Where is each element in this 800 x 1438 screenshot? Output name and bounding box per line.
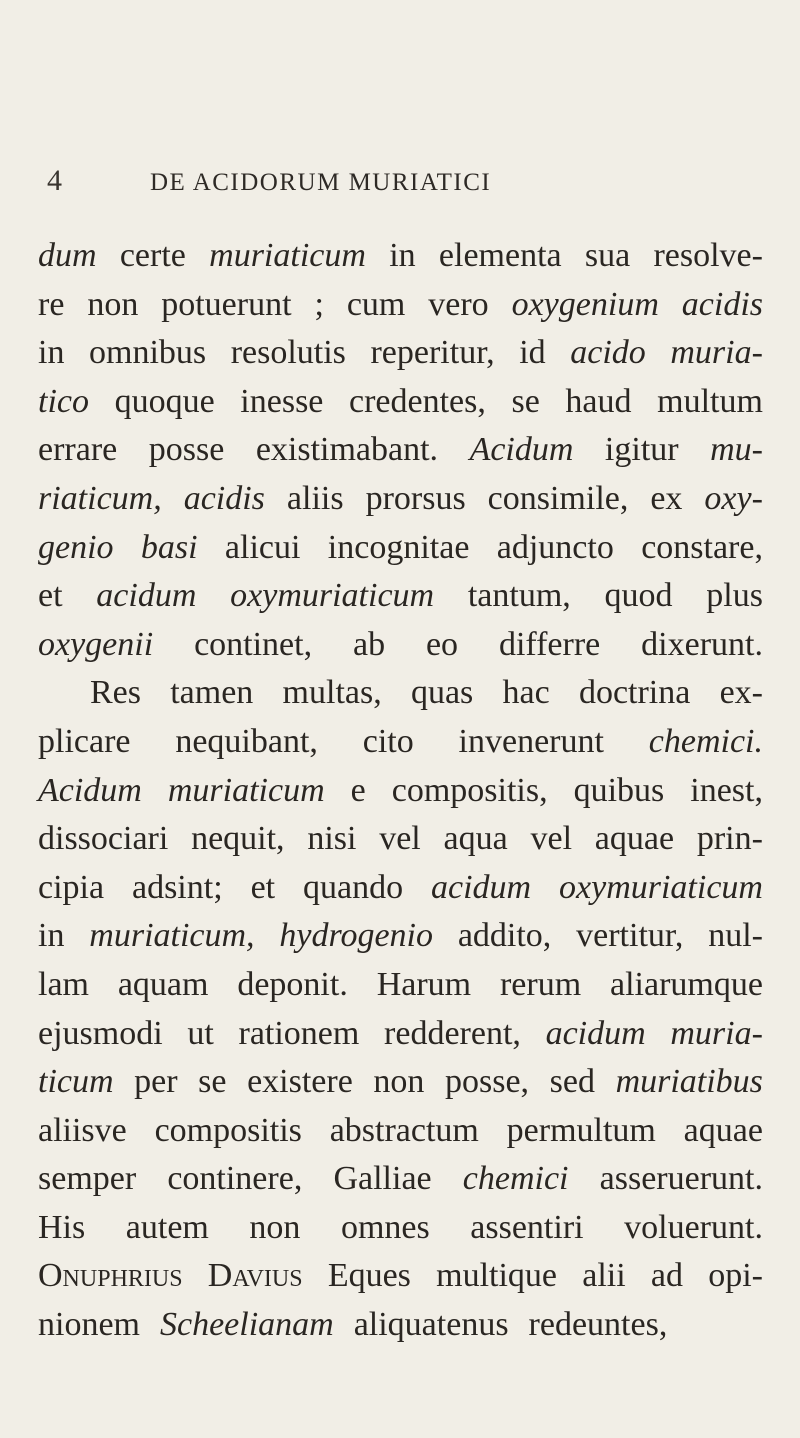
text-line [38,815,763,864]
word: asseruerunt. [599,1160,763,1198]
text-line [38,1155,763,1204]
word: non [373,1063,425,1101]
word: adsint; [131,868,223,906]
word: aliis [286,479,344,517]
word: nul- [708,917,763,955]
body-text [38,232,763,1350]
word: Res [90,674,141,712]
word: oxymuriaticum [559,868,763,906]
word: tico [38,382,89,420]
text-line [38,524,763,573]
word: aliisve [38,1111,127,1149]
word: in [38,917,65,955]
word: oxymuriaticum [230,577,435,615]
word: hydrogenio [279,917,433,955]
word: multum [657,382,763,420]
word: ab [352,625,386,663]
word: hac [502,674,550,712]
word: Acidum [38,771,142,809]
word: compositis, [391,771,548,809]
word: alii [582,1257,626,1295]
word: inesse [240,382,324,420]
word: acidis [183,479,265,517]
word: vel [379,820,421,858]
word: credentes, [349,382,486,420]
running-title: DE ACIDORUM MURIATICI [150,169,492,196]
page-number: 4 [47,164,62,197]
word: vero [428,285,489,323]
word: differre [498,625,601,663]
word: prin- [696,820,763,858]
word: acidis [681,285,763,323]
word: quoque [114,382,215,420]
word: muria- [670,334,763,372]
word: nequit, [191,820,285,858]
word: ; [314,285,324,323]
word: vel [530,820,573,858]
word: chemici [462,1160,569,1198]
word: reperitur, [370,334,495,372]
word: compositis [154,1111,302,1149]
text-line [38,378,763,427]
word: incognitae [327,528,470,566]
word: muriaticum, [89,917,255,955]
word: muriaticum [167,771,325,809]
word: posse [148,431,225,469]
word: oxy- [704,479,763,517]
word: errare [38,431,118,469]
word: multique [436,1257,558,1295]
word: muriatibus [615,1063,763,1101]
word: se [198,1063,227,1101]
word: re [38,285,65,323]
word: ut [187,1014,214,1052]
word: in [389,237,416,274]
word: potuerunt [161,285,292,323]
word: Onuphrius [38,1257,183,1295]
word: aliarumque [610,965,763,1003]
word: tantum, [467,577,571,615]
word: aquae [683,1111,763,1149]
word: His [38,1208,86,1246]
word: Harum [376,965,472,1003]
word: Davius [207,1257,303,1295]
word: ex [650,479,683,517]
text-line [38,1252,763,1301]
word: doctrina [578,674,691,712]
text-line [38,475,763,524]
word: id [519,334,546,372]
word: rerum [499,965,582,1003]
word: e [350,771,366,809]
word: redeuntes, [528,1306,668,1344]
word: quando [303,868,404,906]
text-line [38,572,763,621]
word: non [87,285,139,323]
word: mu- [710,431,763,469]
word: aliquatenus [353,1306,509,1344]
word: elementa [438,237,562,274]
word: dissociari [38,820,169,858]
text-line [38,864,763,913]
text-line [38,329,763,378]
word: haud [565,382,632,420]
word: Scheelianam [159,1306,334,1344]
word: voluerunt. [624,1208,763,1246]
word: certe [119,237,186,274]
word: nionem [38,1306,140,1344]
word: nequibant, [175,722,318,760]
word: opi- [708,1257,763,1295]
text-line [38,767,763,816]
word: consimile, [487,479,629,517]
text-line [38,426,763,475]
word: per [134,1063,178,1101]
word: vertitur, [576,917,684,955]
word: acidum [545,1014,646,1052]
word: et [38,577,63,615]
word: plus [706,577,763,615]
text-line [38,281,763,330]
word: aquae [594,820,675,858]
word: quas [410,674,474,712]
word: et [250,868,276,906]
text-line [38,621,763,670]
word: prorsus [365,479,466,517]
word: multas, [282,674,382,712]
word: chemici. [648,722,763,760]
word: quod [604,577,673,615]
word: cipia [38,868,105,906]
word: nisi [307,820,357,858]
word: ejusmodi [38,1014,163,1052]
text-line [38,718,763,767]
word: cito [362,722,414,760]
word: posse, [444,1063,530,1101]
word: se [511,382,540,420]
text-line [38,1107,763,1156]
word: tamen [170,674,254,712]
word: ticum [38,1063,114,1101]
word: inest, [690,771,763,809]
word: non [249,1208,301,1246]
word: genio [38,528,114,566]
word: igitur [604,431,679,469]
word: Galliae [333,1160,432,1198]
word: acido [570,334,646,372]
word: aqua [443,820,508,858]
word: ex- [719,674,763,712]
text-line [38,1204,763,1253]
word: aquam [117,965,209,1003]
word: dum [38,237,97,274]
word: assentiri [470,1208,584,1246]
word: in [38,334,65,372]
word: ad [650,1257,683,1295]
word: permultum [506,1111,656,1149]
word: existere [247,1063,353,1101]
word: quibus [573,771,665,809]
word: sua [584,237,631,274]
word: acidum [431,868,532,906]
word: acidum [96,577,197,615]
word: continere, [167,1160,303,1198]
word: eo [425,625,459,663]
word: riaticum, [38,479,162,517]
word: basi [140,528,198,566]
word: alicui [224,528,301,566]
word: invenerunt [458,722,604,760]
word: addito, [457,917,552,955]
word: Eques [327,1257,411,1295]
text-line [38,1010,763,1059]
word: redderent, [384,1014,521,1052]
text-line [38,1301,763,1350]
text-line [38,961,763,1010]
word: autem [125,1208,209,1246]
word: omnes [340,1208,430,1246]
word: constare, [641,528,763,566]
word: muriaticum [209,237,366,274]
word: continet, [194,625,313,663]
text-line [38,232,763,281]
word: semper [38,1160,137,1198]
word: oxygenium [511,285,659,323]
word: Acidum [469,431,574,469]
word: adjuncto [496,528,614,566]
word: existimabant. [255,431,439,469]
word: abstractum [329,1111,479,1149]
text-line [38,1058,763,1107]
word: cum [346,285,406,323]
word: sed [549,1063,595,1101]
word: omnibus [89,334,207,372]
word: dixerunt. [641,625,763,663]
word: rationem [238,1014,360,1052]
word: resolve- [653,237,763,274]
word: resolutis [230,334,346,372]
word: muria- [670,1014,763,1052]
word: lam [38,965,89,1003]
word: deponit. [237,965,348,1003]
word: oxygenii [38,625,154,663]
word: plicare [38,722,131,760]
text-line [38,669,763,718]
text-line [38,912,763,961]
